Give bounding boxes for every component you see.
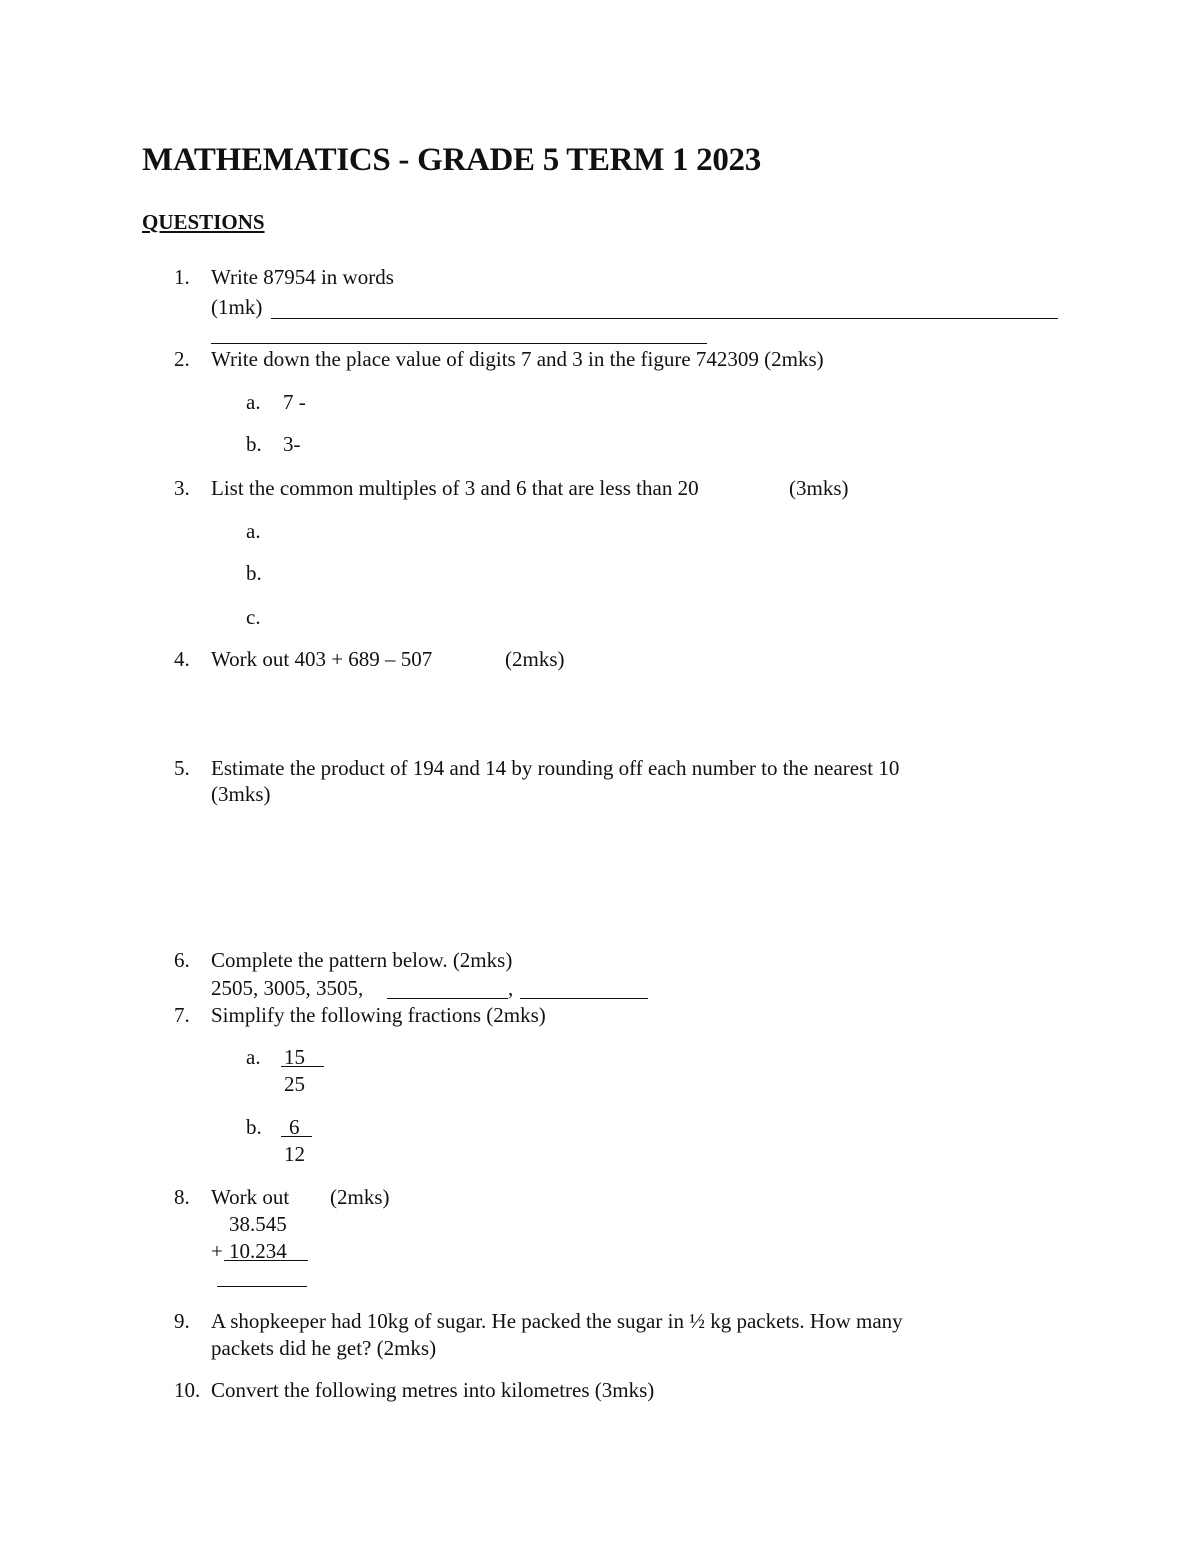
question-text-continued: packets did he get? (2mks)	[211, 1336, 437, 1360]
sub-item-label: b.	[246, 561, 262, 585]
question-text: Estimate the product of 194 and 14 by rounding off each number to the nearest 10	[211, 756, 900, 780]
sub-item-label: a.	[246, 1045, 261, 1069]
answer-blank[interactable]	[520, 998, 648, 999]
addend-one: 38.545	[229, 1212, 287, 1236]
fraction-denominator: 25	[284, 1072, 305, 1096]
answer-line[interactable]	[211, 343, 707, 344]
answer-line[interactable]	[271, 318, 1058, 319]
pattern-comma: ,	[508, 976, 514, 1000]
addend-underline	[224, 1260, 308, 1261]
question-text: A shopkeeper had 10kg of sugar. He packed the sugar in ½ kg packets. How many	[211, 1309, 903, 1333]
sub-item-label: b.	[246, 432, 262, 456]
fraction-bar	[281, 1136, 312, 1137]
sub-item-label: c.	[246, 605, 261, 629]
question-number: 4.	[174, 647, 190, 671]
question-marks: (1mk)	[211, 295, 263, 319]
section-heading: QUESTIONS	[142, 210, 265, 234]
question-number: 7.	[174, 1003, 190, 1027]
question-text: Convert the following metres into kilometres (3mks)	[211, 1378, 655, 1402]
question-text: Simplify the following fractions (2mks)	[211, 1003, 546, 1027]
question-number: 2.	[174, 347, 190, 371]
question-text: Complete the pattern below. (2mks)	[211, 948, 513, 972]
question-marks: (2mks)	[505, 647, 565, 671]
question-number: 10.	[174, 1378, 201, 1402]
answer-line[interactable]	[217, 1286, 307, 1287]
sub-item-label: b.	[246, 1115, 262, 1139]
sub-item-text: 7 -	[283, 390, 306, 414]
answer-blank[interactable]	[387, 998, 508, 999]
question-text: Work out 403 + 689 – 507	[211, 647, 433, 671]
fraction-numerator: 6	[289, 1115, 300, 1139]
question-number: 1.	[174, 265, 190, 289]
question-marks: (2mks)	[330, 1185, 390, 1209]
question-number: 6.	[174, 948, 190, 972]
fraction-denominator: 12	[284, 1142, 305, 1166]
question-text: Work out	[211, 1185, 290, 1209]
question-text: List the common multiples of 3 and 6 that are less than 20	[211, 476, 699, 500]
page-title: MATHEMATICS - GRADE 5 TERM 1 2023	[142, 142, 761, 178]
sub-item-label: a.	[246, 519, 261, 543]
plus-sign: +	[211, 1239, 223, 1263]
question-number: 8.	[174, 1185, 190, 1209]
question-text: Write 87954 in words	[211, 265, 394, 289]
question-marks: (3mks)	[789, 476, 849, 500]
sub-item-label: a.	[246, 390, 261, 414]
pattern-sequence: 2505, 3005, 3505,	[211, 976, 364, 1000]
question-marks: (3mks)	[211, 782, 271, 806]
fraction-bar	[281, 1066, 324, 1067]
question-text: Write down the place value of digits 7 and 3 in the figure 742309 (2mks)	[211, 347, 824, 371]
question-number: 9.	[174, 1309, 190, 1333]
sub-item-text: 3-	[283, 432, 301, 456]
question-number: 5.	[174, 756, 190, 780]
fraction-numerator: 15	[284, 1045, 305, 1069]
question-number: 3.	[174, 476, 190, 500]
addend-two: 10.234	[229, 1239, 287, 1263]
